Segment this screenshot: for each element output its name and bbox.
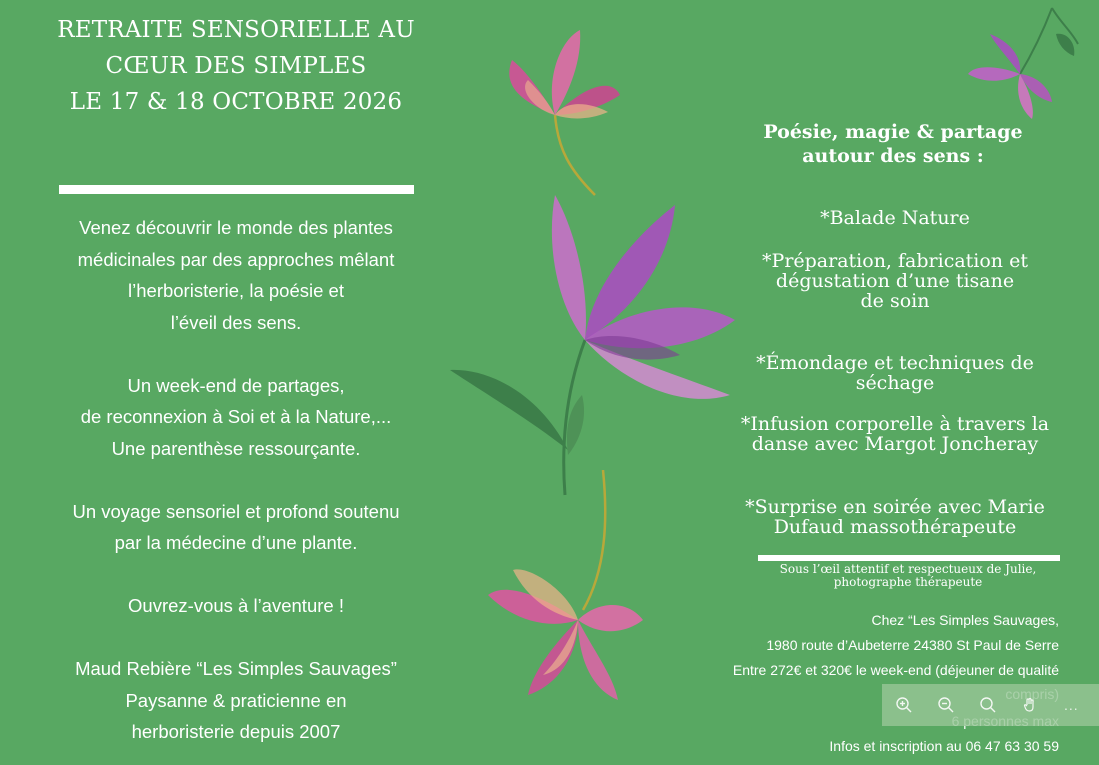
intro-line: médicinales par des approches mêlant: [77, 248, 395, 270]
activity-line: dégustation d’une tisane: [775, 270, 1015, 292]
intro-line: l’éveil des sens.: [170, 311, 302, 333]
right-divider: [758, 555, 1060, 561]
photographer-note: [752, 563, 1064, 589]
intro-line: l’herboristerie, la poésie et: [128, 280, 344, 301]
intro-line: de reconnexion à Soi et à la Nature,...: [80, 406, 392, 427]
intro-line: Ouvrez-vous à l’aventure !: [128, 595, 344, 616]
note-line: Sous l’œil attentif et respectueux de Julie,: [779, 562, 1037, 576]
signature-line: Maud Rebière “Les Simples Sauvages”: [75, 658, 397, 679]
activity-line: de soin: [860, 290, 930, 312]
program-title-line: Poésie, magie & partage: [763, 121, 1023, 143]
program-title: [728, 120, 1058, 168]
pan-button[interactable]: [1016, 691, 1044, 719]
activity-line: danse avec Margot Joncheray: [751, 433, 1039, 455]
purple-flower-corner-illustration: [960, 4, 1080, 124]
activity-line: *Balade Nature: [820, 207, 970, 229]
activity-item: [720, 208, 1070, 228]
activity-line: *Préparation, fabrication et: [762, 250, 1028, 272]
note-line: photographe thérapeute: [833, 575, 983, 589]
title-line: RETRAITE SENSORIELLE AU: [57, 17, 415, 43]
zoom-out-button[interactable]: [932, 691, 960, 719]
purple-flower-center-illustration: [450, 190, 740, 500]
program-title-line: autour des sens :: [802, 145, 984, 167]
pan-icon: [1021, 696, 1039, 714]
more-options-button[interactable]: ...: [1064, 697, 1079, 713]
activity-line: séchage: [855, 372, 935, 394]
intro-line: Un week-end de partages,: [127, 374, 345, 396]
zoom-in-icon: [895, 696, 913, 714]
activity-item: [720, 353, 1070, 393]
title-line: LE 17 & 18 OCTOBRE 2026: [69, 89, 403, 115]
activity-item: [720, 414, 1070, 454]
activity-line: *Infusion corporelle à travers la: [740, 413, 1050, 435]
viewer-toolbar: [882, 684, 1099, 726]
pink-flower-bottom-illustration: [468, 470, 648, 710]
zoom-reset-icon: [979, 696, 997, 714]
zoom-in-button[interactable]: [890, 691, 918, 719]
activity-line: *Surprise en soirée avec Marie: [745, 496, 1045, 518]
venue-address: 1980 route d’Aubeterre 24380 St Paul de Serre: [766, 637, 1059, 653]
venue-name: Chez “Les Simples Sauvages,: [871, 612, 1059, 628]
zoom-reset-button[interactable]: [974, 691, 1002, 719]
intro-text: [50, 212, 422, 748]
activity-line: Dufaud massothérapeute: [773, 516, 1017, 538]
activity-line: *Émondage et techniques de: [756, 352, 1034, 374]
intro-line: Venez découvrir le monde des plantes: [79, 217, 393, 238]
left-divider: [59, 185, 414, 194]
intro-line: par la médecine d’une plante.: [114, 532, 358, 553]
signature-line: herboristerie depuis 2007: [131, 721, 341, 742]
intro-line: Un voyage sensoriel et profond soutenu: [72, 500, 400, 522]
intro-line: Une parenthèse ressourçante.: [111, 437, 361, 459]
signature-line: Paysanne & praticienne en: [125, 689, 347, 711]
activity-item: [720, 251, 1070, 311]
zoom-out-icon: [937, 696, 955, 714]
activity-item: [720, 497, 1070, 537]
pink-flower-top-illustration: [470, 20, 630, 200]
title-line: CŒUR DES SIMPLES: [105, 53, 367, 79]
price-info: Entre 272€ et 320€ le week-end (déjeuner de qualité: [732, 662, 1059, 678]
contact-info: Infos et inscription au 06 47 63 30 59: [829, 738, 1059, 754]
retreat-title: [36, 12, 436, 120]
